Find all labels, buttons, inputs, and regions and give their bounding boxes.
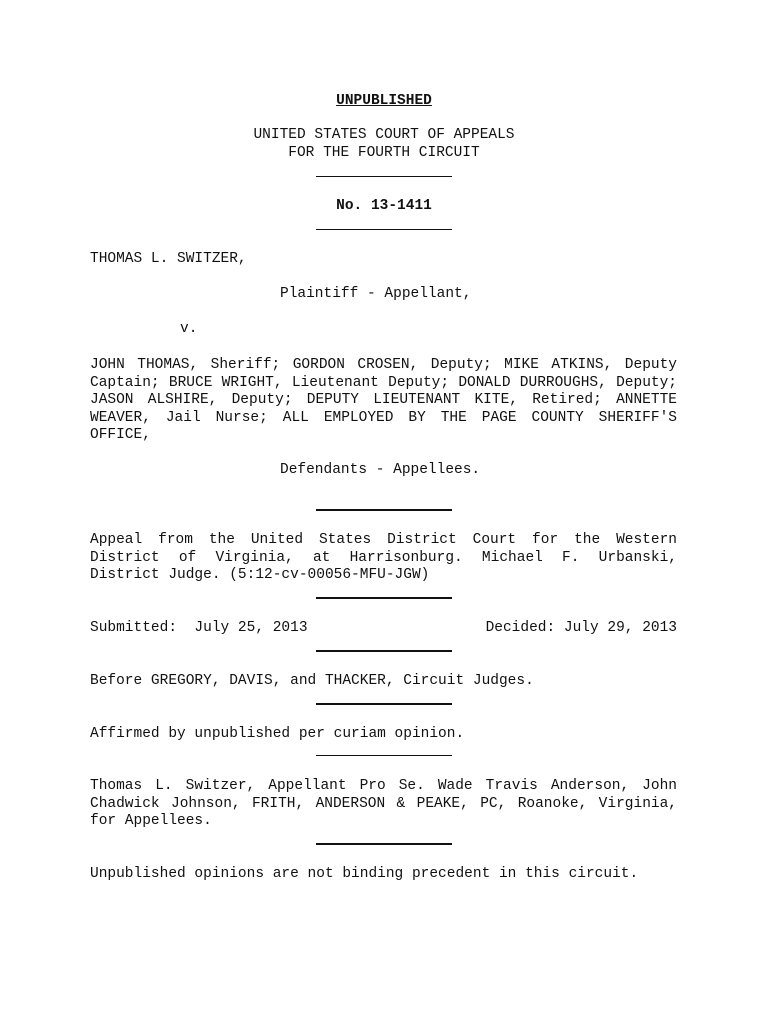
divider-rule [316, 597, 452, 599]
divider-rule [316, 509, 452, 511]
dates-row [90, 620, 677, 638]
court-name-line1: UNITED STATES COURT OF APPEALS [253, 127, 515, 143]
plaintiff-role: Plaintiff - Appellant, [280, 286, 472, 302]
divider-rule [316, 650, 452, 652]
defendants-list: JOHN THOMAS, Sheriff; GORDON CROSEN, Deputy; MIKE ATKINS, Deputy Captain; BRUCE WRIGHT, Lieutenant Deputy; DONALD DURROUGHS, Deputy; JASON ALSHIRE, Deputy; DEPUTY LIEUTENANT KITE, Retired; ANNETTE WEAVER, Jail Nurse; ALL EMPLOYED BY THE PAGE COUNTY SHERIFF'S OFFICE, [90, 357, 677, 443]
defendants-role: Defendants - Appellees. [280, 462, 481, 478]
divider-rule [316, 755, 452, 756]
divider-rule [316, 703, 452, 705]
decided-date: Decided: July 29, 2013 [485, 620, 677, 636]
disposition: Affirmed by unpublished per curiam opinion. [90, 726, 465, 742]
counsel-paragraph: Thomas L. Switzer, Appellant Pro Se. Wade Travis Anderson, John Chadwick Johnson, FRITH, ANDERSON & PEAKE, PC, Roanoke, Virginia, for Appellees. [90, 778, 677, 829]
case-number: No. 13-1411 [336, 198, 432, 214]
appeal-paragraph: Appeal from the United States District Court for the Western District of Virginia, at Harrisonburg. Michael F. Urbanski, District Judge. (5:12-cv-00056-MFU-JGW) [90, 532, 677, 583]
unpublished-heading: UNPUBLISHED [336, 93, 432, 109]
divider-rule [316, 229, 452, 230]
submitted-date: Submitted: July 25, 2013 [90, 620, 308, 636]
divider-rule [316, 843, 452, 845]
versus-label: v. [180, 321, 198, 337]
precedent-notice: Unpublished opinions are not binding precedent in this circuit. [90, 866, 639, 882]
divider-rule [316, 176, 452, 177]
panel-judges: Before GREGORY, DAVIS, and THACKER, Circuit Judges. [90, 673, 534, 689]
plaintiff-name: THOMAS L. SWITZER, [90, 251, 247, 267]
court-name-line2: FOR THE FOURTH CIRCUIT [288, 145, 480, 161]
